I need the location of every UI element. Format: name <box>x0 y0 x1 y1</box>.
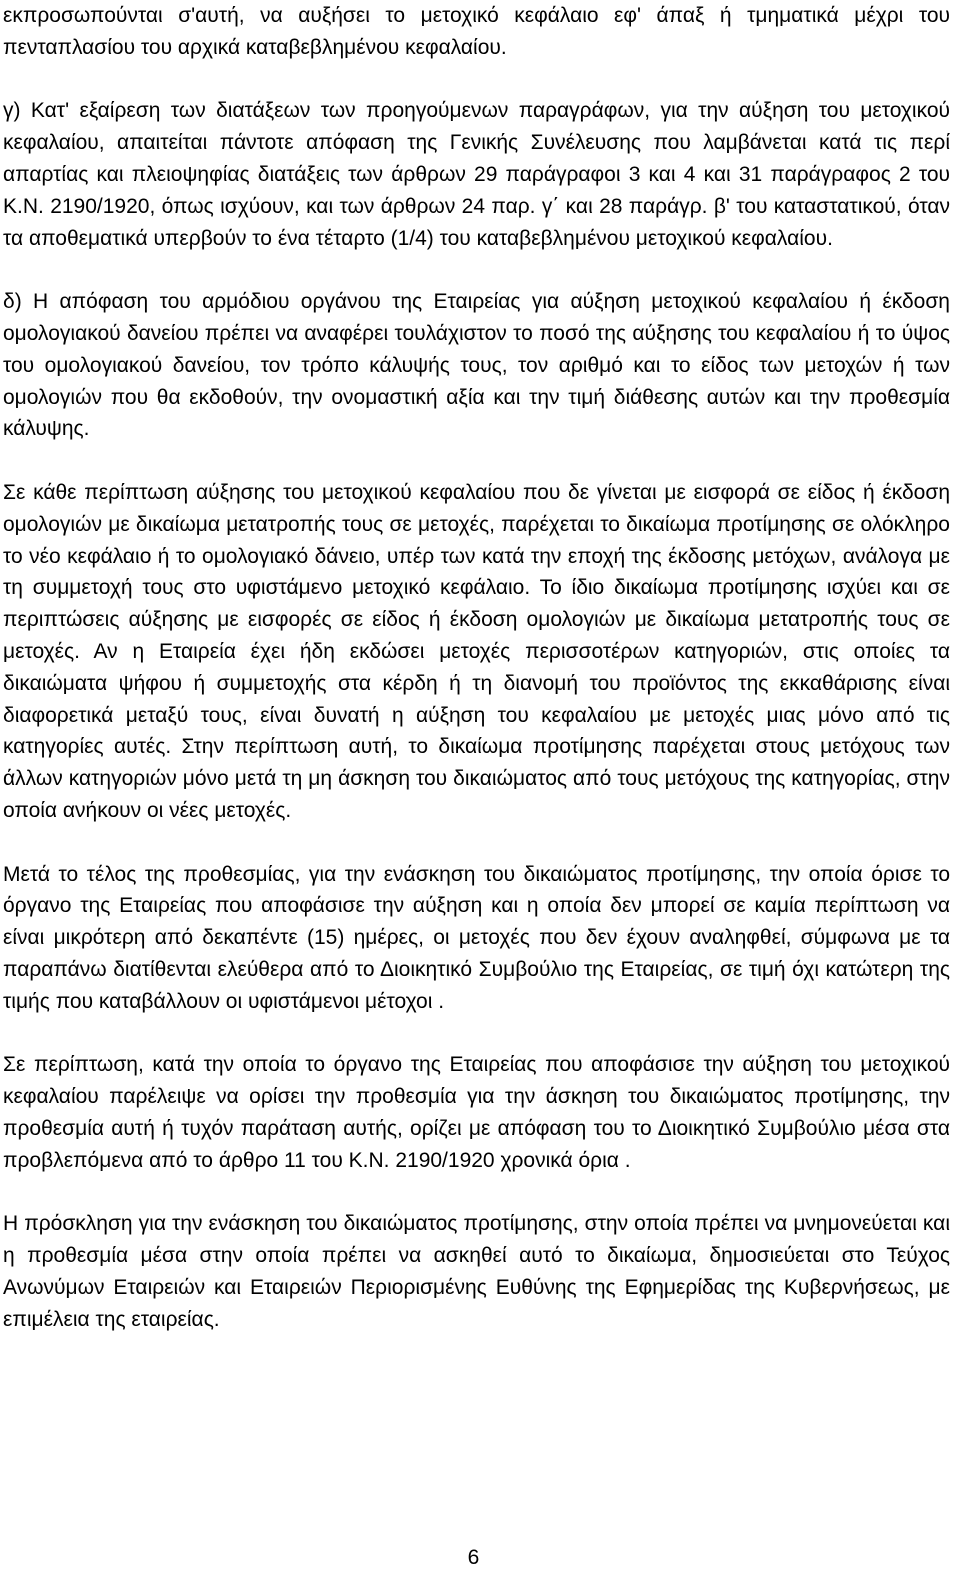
paragraph-delta: δ) Η απόφαση του αρμόδιου οργάνου της Εταιρείας για αύξηση μετοχικού κεφαλαίου ή έκδοση ομολογιακού δανείου πρέπει να αναφέρει τουλάχιστον το ποσό της αύξησης του κεφαλαίου ή το ύψος του ομολογιακού δανείου, τον τρόπο κάλυψής τους, τον αριθμό και το είδος των μετοχών ή των ομολογιών που θα εκδοθούν, την ονομαστική αξία και την τιμή διάθεσης αυτών και την προθεσμία κάλυψης. <box>3 290 950 441</box>
paragraph-deadline-expiry: Μετά το τέλος της προθεσμίας, για την ενάσκηση του δικαιώματος προτίμησης, την οποία όρισε το όργανο της Εταιρείας που αποφάσισε την αύξηση και η οποία δεν μπορεί σε καμία περίπτωση να είναι μικρότερη από δεκαπέντε (15) ημέρες, οι μετοχές που δεν έχουν αναληφθεί, σύμφωνα με τα παραπάνω διατίθενται ελεύθερα από το Διοικητικό Συμβούλιο της Εταιρείας, σε τιμή όχι κατώτερη της τιμής που καταβάλλουν οι υφιστάμενοι μέτοχοι . <box>3 862 950 1013</box>
paragraph-deadline-omission: Σε περίπτωση, κατά την οποία το όργανο της Εταιρείας που αποφάσισε την αύξηση του μετοχικού κεφαλαίου παρέλειψε να ορίσει την προθεσμία για την άσκηση του δικαιώματος προτίμησης, την προθεσμία αυτή ή τυχόν παράταση αυτής, ορίζει με απόφαση του το Διοικητικό Συμβούλιο μέσα στα προβλεπόμενα από το άρθρο 11 του Κ.Ν. 2190/1920 χρονικά όρια . <box>3 1053 950 1172</box>
paragraph-gamma: γ) Κατ' εξαίρεση των διατάξεων των προηγούμενων παραγράφων, για την αύξηση του μετοχικού κεφαλαίου, απαιτείται πάντοτε απόφαση της Γενικής Συνέλευσης που λαμβάνεται κατά τις περί απαρτίας και πλειοψηφίας διατάξεις των άρθρων 29 παράγραφοι 3 και 4 και 31 παράγραφος 2 του Κ.Ν. 2190/1920, όπως ισχύουν, και των άρθρων 24 παρ. γ΄ και 28 παράγρ. β' του καταστατικού, όταν τα αποθεματικά υπερβούν το ένα τέταρτο (1/4) του καταβεβλημένου μετοχικού κεφαλαίου. <box>3 99 950 250</box>
paragraph-invitation: Η πρόσκληση για την ενάσκηση του δικαιώματος προτίμησης, στην οποία πρέπει να μνημονεύεται και η προθεσμία μέσα στην οποία πρέπει να ασκηθεί αυτό το δικαίωμα, δημοσιεύεται στο Τεύχος Ανωνύμων Εταιρειών και Εταιρειών Περιορισμένης Ευθύνης της Εφημερίδας της Κυβερνήσεως, με επιμέλεια της εταιρείας. <box>3 1212 950 1331</box>
page-number: 6 <box>467 1546 480 1569</box>
paragraph-preemption-right: Σε κάθε περίπτωση αύξησης του μετοχικού κεφαλαίου που δε γίνεται με εισφορά σε είδος ή έκδοση ομολογιών με δικαίωμα μετατροπής τους σε μετοχές, παρέχεται το δικαίωμα προτίμησης σε ολόκληρο το νέο κεφάλαιο ή το ομολογιακό δάνειο, υπέρ των κατά την εποχή της έκδοσης μετόχων, ανάλογα με τη συμμετοχή τους στο υφιστάμενο μετοχικό κεφάλαιο. Το ίδιο δικαίωμα προτίμησης ισχύει και σε περιπτώσεις αύξησης με εισφορές σε είδος ή έκδοση ομολογιών με δικαίωμα μετατροπής τους σε μετοχές. Αν η Εταιρεία έχει ήδη εκδώσει μετοχές περισσοτέρων κατηγοριών, στις οποίες τα δικαιώματα ψήφου ή συμμετοχής στα κέρδη ή τη διανομή του προϊόντος της εκκαθάρισης είναι διαφορετικά μεταξύ τους, είναι δυνατή η αύξηση του κεφαλαίου με μετοχές μιας μόνο από τις κατηγορίες αυτές. Στην περίπτωση αυτή, το δικαίωμα προτίμησης παρέχεται στους μετόχους των άλλων κατηγοριών μόνο μετά τη μη άσκηση του δικαιώματος από τους μετόχους της κατηγορίας, στην οποία ανήκουν οι νέες μετοχές. <box>3 480 950 822</box>
paragraph-continuation: εκπροσωπούνται σ'αυτή, να αυξήσει το μετοχικό κεφάλαιο εφ' άπαξ ή τμηματικά μέχρι του πενταπλασίου του αρχικά καταβεβλημένου κεφαλαίου. <box>3 4 950 59</box>
body-text <box>3 0 950 1335</box>
